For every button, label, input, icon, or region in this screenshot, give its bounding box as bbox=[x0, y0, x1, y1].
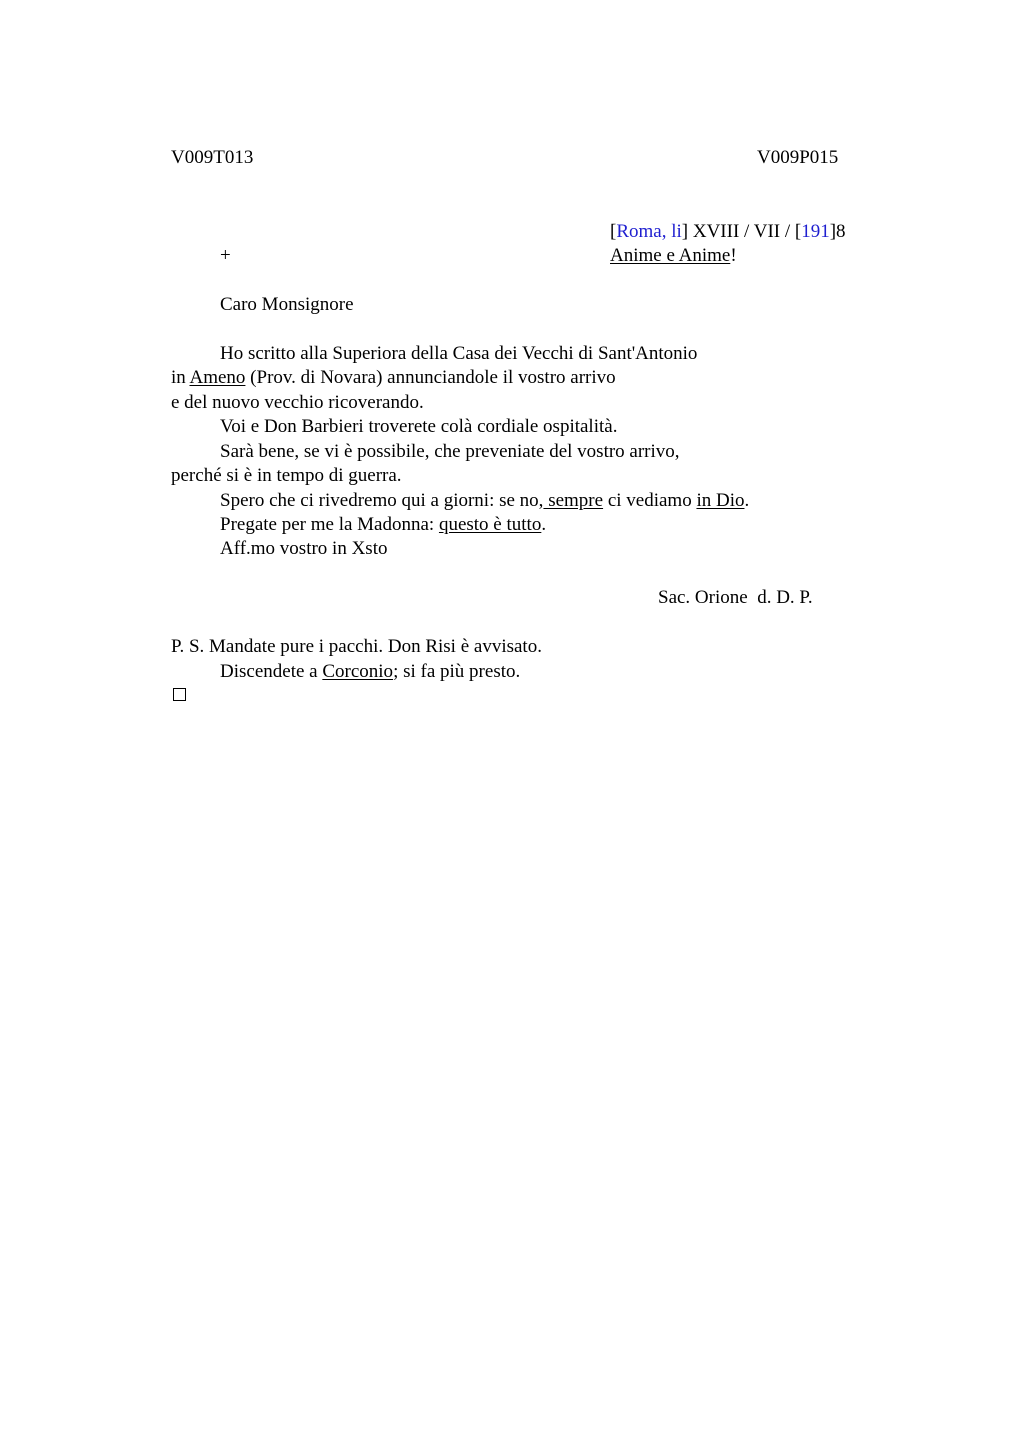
postscript-line-2-b: ; si fa più presto. bbox=[393, 661, 521, 682]
body-line-5: Sarà bene, se vi è possibile, che preveniate del vostro arrivo, bbox=[220, 441, 680, 462]
body-line-7-a: Spero che ci rivedremo qui a giorni: se no, bbox=[220, 490, 544, 511]
body-line-1: Ho scritto alla Superiora della Casa dei Vecchi di Sant'Antonio bbox=[220, 343, 698, 364]
body-line-3: e del nuovo vecchio ricoverando. bbox=[171, 392, 424, 413]
page-code-right: V009P015 bbox=[757, 147, 839, 168]
end-box-icon bbox=[173, 688, 186, 701]
place-corconio: Corconio bbox=[322, 661, 394, 682]
dateline-date: ] XVIII / VII / [ bbox=[681, 221, 802, 242]
closing: Aff.mo vostro in Xsto bbox=[220, 538, 388, 559]
dateline-year-inferred: 191 bbox=[801, 221, 830, 242]
postscript-line-2 bbox=[220, 660, 520, 684]
motto-punct: ! bbox=[730, 245, 737, 266]
dateline-year-end: ]8 bbox=[829, 221, 846, 242]
body-line-7-c: . bbox=[744, 490, 750, 511]
postscript-line-2-a: Discendete a bbox=[220, 661, 323, 682]
underlined-in-dio: in Dio bbox=[696, 490, 745, 511]
body-line-6: perché si è in tempo di guerra. bbox=[171, 465, 402, 486]
body-line-4: Voi e Don Barbieri troverete colà cordiale ospitalità. bbox=[220, 416, 618, 437]
underlined-sempre: sempre bbox=[543, 490, 604, 511]
dateline bbox=[610, 220, 846, 244]
body-line-2-b: (Prov. di Novara) annunciandole il vostro arrivo bbox=[245, 367, 616, 388]
body-line-8 bbox=[220, 513, 546, 537]
motto-text: Anime e Anime bbox=[610, 245, 731, 266]
salutation: Caro Monsignore bbox=[220, 294, 354, 315]
postscript-line-1: P. S. Mandate pure i pacchi. Don Risi è avvisato. bbox=[171, 636, 542, 657]
body-line-8-b: . bbox=[541, 514, 547, 535]
cross-mark: + bbox=[220, 245, 231, 266]
place-ameno: Ameno bbox=[189, 367, 246, 388]
body-line-7-b: ci vediamo bbox=[603, 490, 697, 511]
signature: Sac. Orione d. D. P. bbox=[658, 587, 813, 608]
dateline-place: Roma, li bbox=[616, 221, 682, 242]
body-line-7 bbox=[220, 489, 749, 513]
body-line-2 bbox=[171, 366, 616, 390]
document-code-left: V009T013 bbox=[171, 147, 254, 168]
body-line-2-a: in bbox=[171, 367, 190, 388]
motto bbox=[610, 244, 737, 268]
dateline-bracket-open: [ bbox=[610, 221, 617, 242]
underlined-questo-e-tutto: questo è tutto bbox=[438, 514, 542, 535]
body-line-8-a: Pregate per me la Madonna: bbox=[220, 514, 439, 535]
